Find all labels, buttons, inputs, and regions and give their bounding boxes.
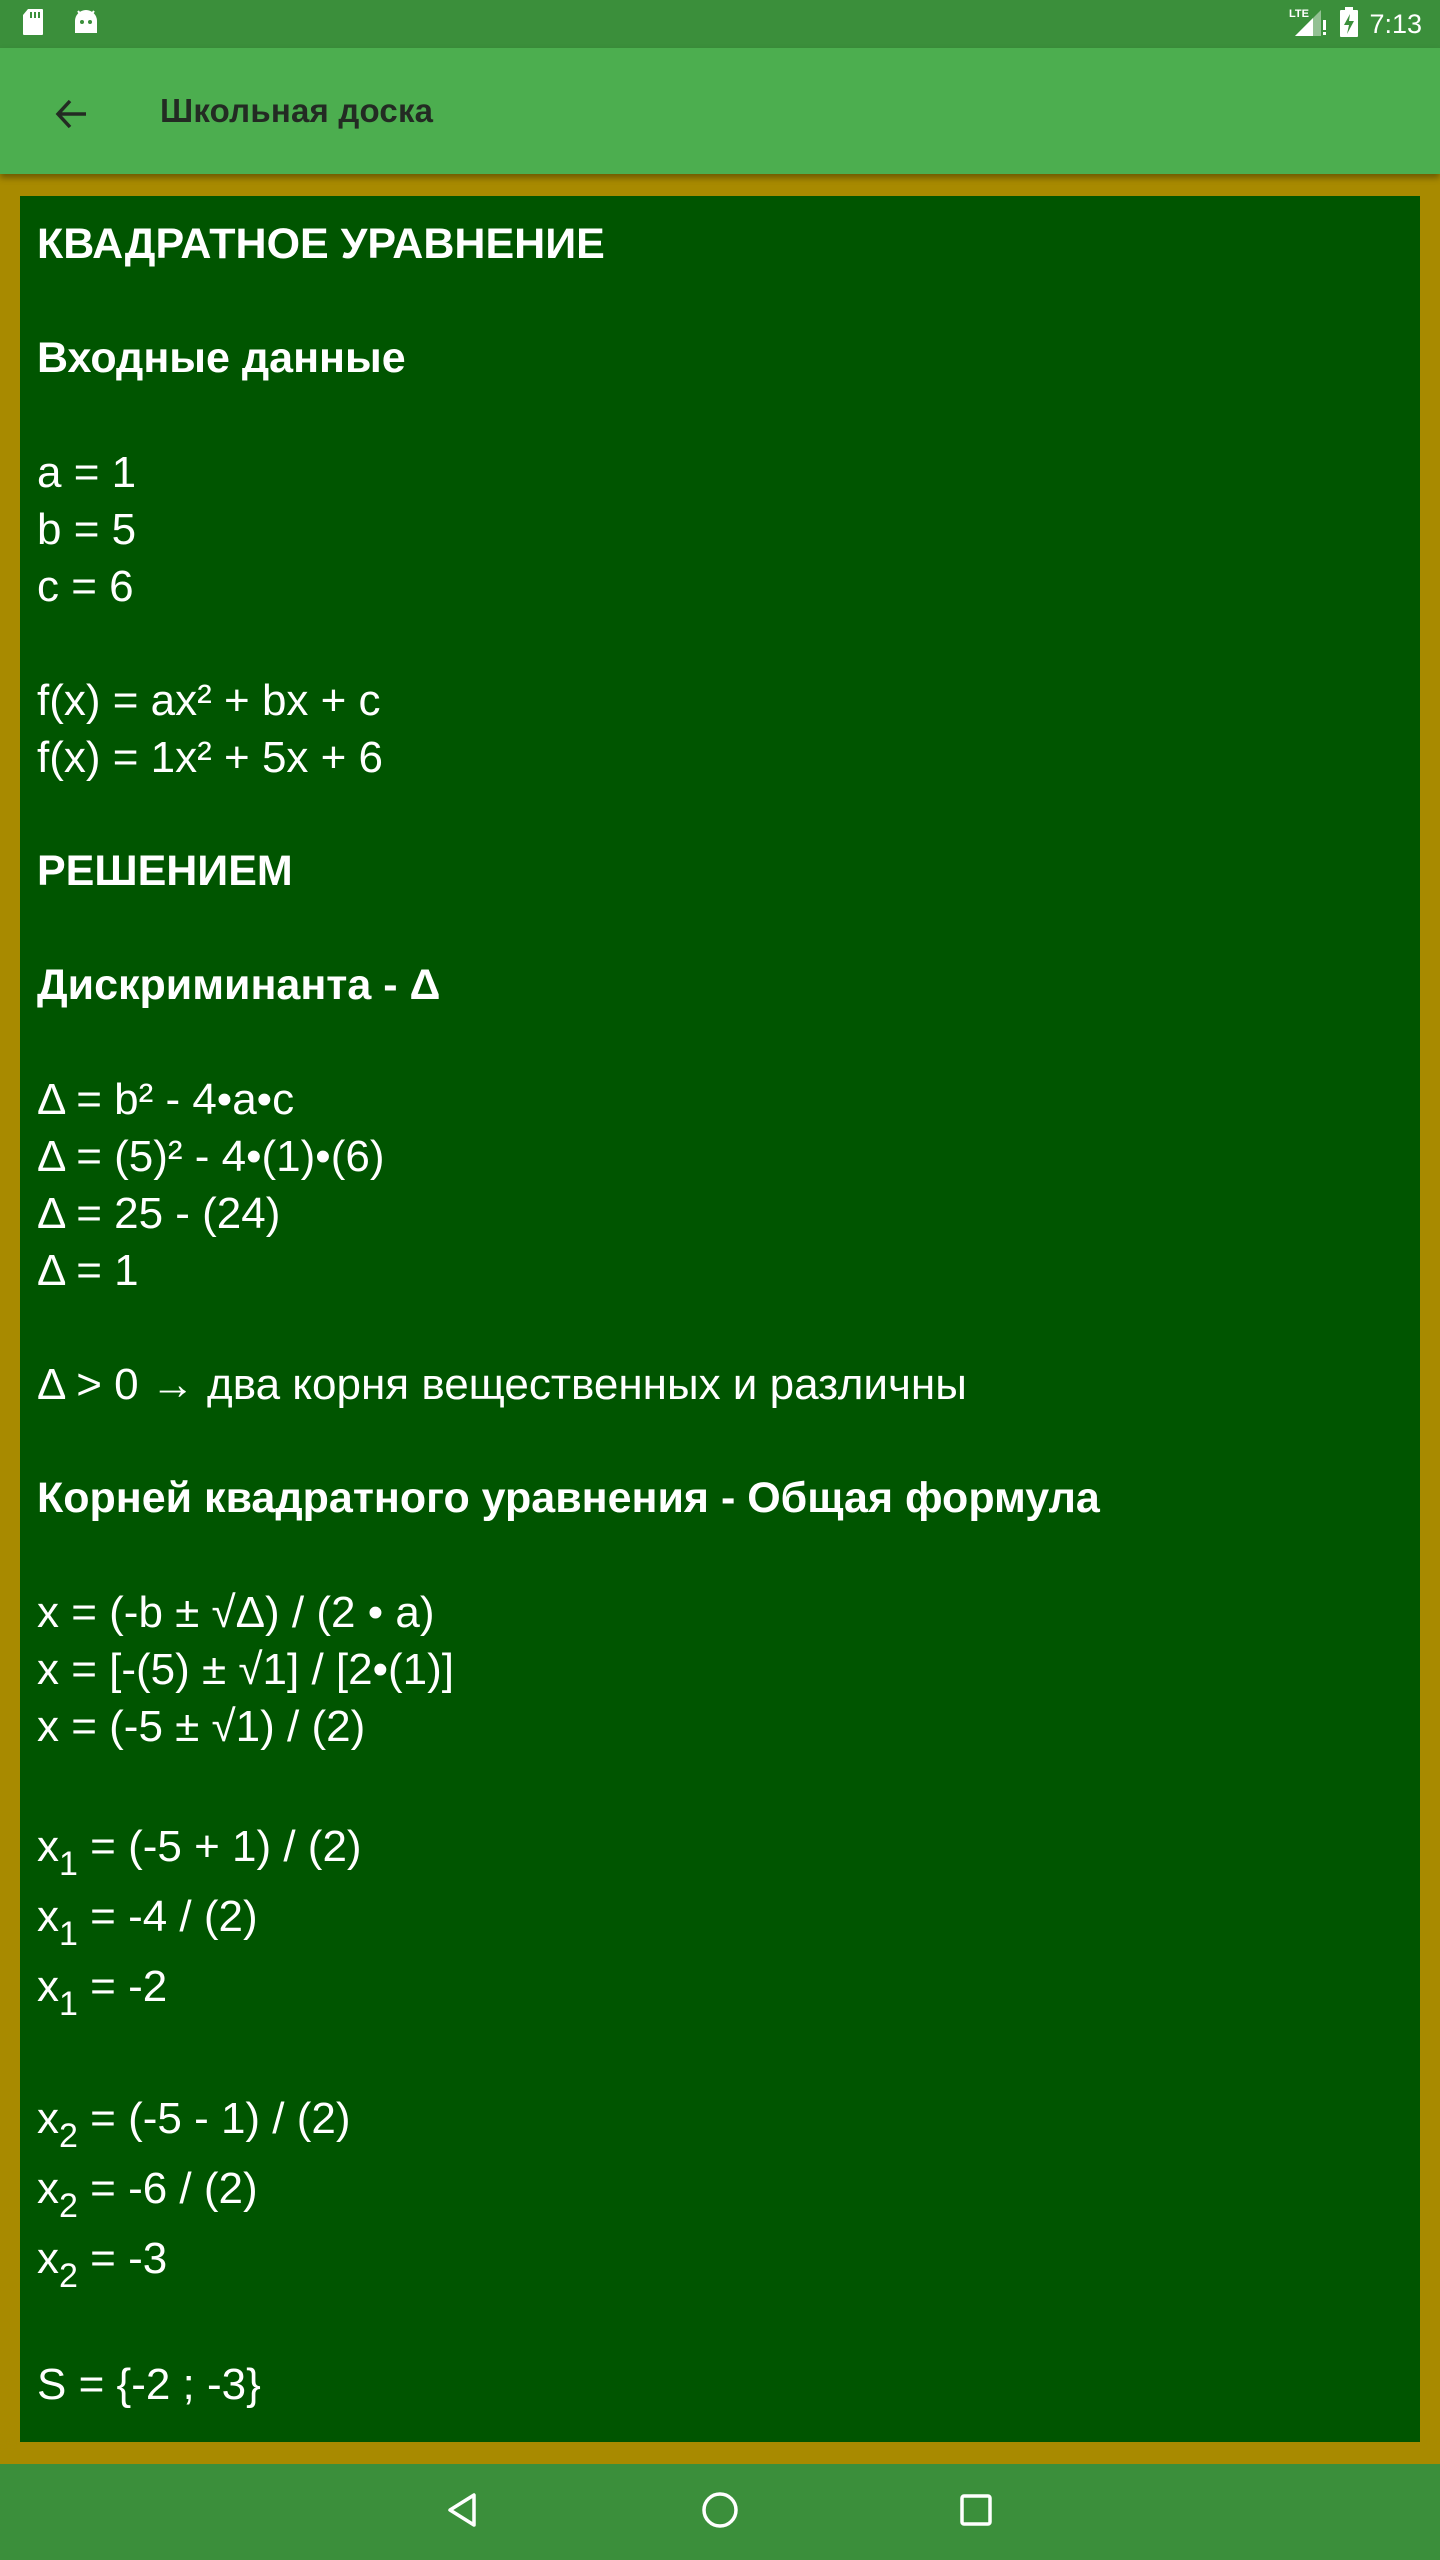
x2-expression: = (-5 - 1) / (2) <box>90 2094 351 2143</box>
nav-home-button[interactable] <box>690 2482 750 2542</box>
x2-subscript: 2 <box>59 2187 78 2225</box>
solution-set: S = {-2 ; -3} <box>37 2360 261 2409</box>
formula-line: x = (-b ± √Δ) / (2 • a) <box>37 1588 435 1637</box>
x1-line <box>37 1952 1407 2022</box>
x2-subscript: 2 <box>59 2257 78 2295</box>
x2-var: x <box>37 2094 59 2143</box>
x2-expression: = -3 <box>90 2234 168 2283</box>
board-frame <box>0 174 1440 2464</box>
roots-heading: Корней квадратного уравнения - Общая формула <box>37 1474 1100 1522</box>
discriminant-heading: Дискриминанта - Δ <box>37 961 441 1009</box>
x1-subscript: 1 <box>59 1915 78 1953</box>
nav-home-icon <box>700 2490 740 2534</box>
x1-subscript: 1 <box>59 1845 78 1883</box>
discriminant-conclusion: Δ > 0 → два корня вещественных и различны <box>37 1360 967 1409</box>
x2-var: x <box>37 2164 59 2213</box>
sd-card-icon <box>22 8 44 40</box>
x1-var: x <box>37 1822 59 1871</box>
nav-back-button[interactable] <box>434 2482 494 2542</box>
status-bar <box>0 0 1440 48</box>
status-time: 7:13 <box>1369 8 1422 39</box>
input-b: b = 5 <box>37 505 137 554</box>
discriminant-line: Δ = 25 - (24) <box>37 1189 281 1238</box>
app-title: Школьная доска <box>160 92 434 129</box>
x1-var: x <box>37 1892 59 1941</box>
formula-line: x = (-5 ± √1) / (2) <box>37 1702 366 1751</box>
x2-var: x <box>37 2234 59 2283</box>
formula-line: x = [-(5) ± √1] / [2•(1)] <box>37 1645 455 1694</box>
x1-expression: = (-5 + 1) / (2) <box>90 1822 362 1871</box>
android-icon <box>72 9 100 39</box>
function-specific: f(x) = 1x² + 5x + 6 <box>37 733 384 782</box>
x2-line <box>37 2084 1407 2154</box>
board-heading: КВАДРАТНОЕ УРАВНЕНИЕ <box>37 220 605 268</box>
input-a: a = 1 <box>37 448 137 497</box>
solution-heading: РЕШЕНИЕМ <box>37 847 293 895</box>
nav-back-icon <box>444 2490 484 2534</box>
network-type-label: LTE <box>1289 8 1310 20</box>
x1-subscript: 1 <box>59 1985 78 2023</box>
chalkboard <box>20 196 1420 2442</box>
x2-expression: = -6 / (2) <box>90 2164 258 2213</box>
app-bar <box>0 48 1440 174</box>
x1-line <box>37 1882 1407 1952</box>
discriminant-line: Δ = b² - 4•a•c <box>37 1075 295 1124</box>
discriminant-line: Δ = 1 <box>37 1246 139 1295</box>
nav-recents-icon <box>956 2490 996 2534</box>
battery-charging-icon <box>1339 6 1359 42</box>
nav-recents-button[interactable] <box>946 2482 1006 2542</box>
x2-line <box>37 2154 1407 2224</box>
back-button[interactable] <box>44 88 100 144</box>
navigation-bar <box>0 2464 1440 2560</box>
x2-line <box>37 2224 1407 2294</box>
input-heading: Входные данные <box>37 334 406 382</box>
x1-expression: = -2 <box>90 1962 168 2011</box>
discriminant-line: Δ = (5)² - 4•(1)•(6) <box>37 1132 385 1181</box>
function-general: f(x) = ax² + bx + c <box>37 676 381 725</box>
x1-var: x <box>37 1962 59 2011</box>
x1-line <box>37 1812 1407 1882</box>
x2-subscript: 2 <box>59 2117 78 2155</box>
x1-expression: = -4 / (2) <box>90 1892 258 1941</box>
input-c: c = 6 <box>37 562 134 611</box>
arrow-back-icon <box>54 96 90 136</box>
solution-text <box>37 216 1407 2413</box>
signal-icon <box>1289 6 1329 42</box>
